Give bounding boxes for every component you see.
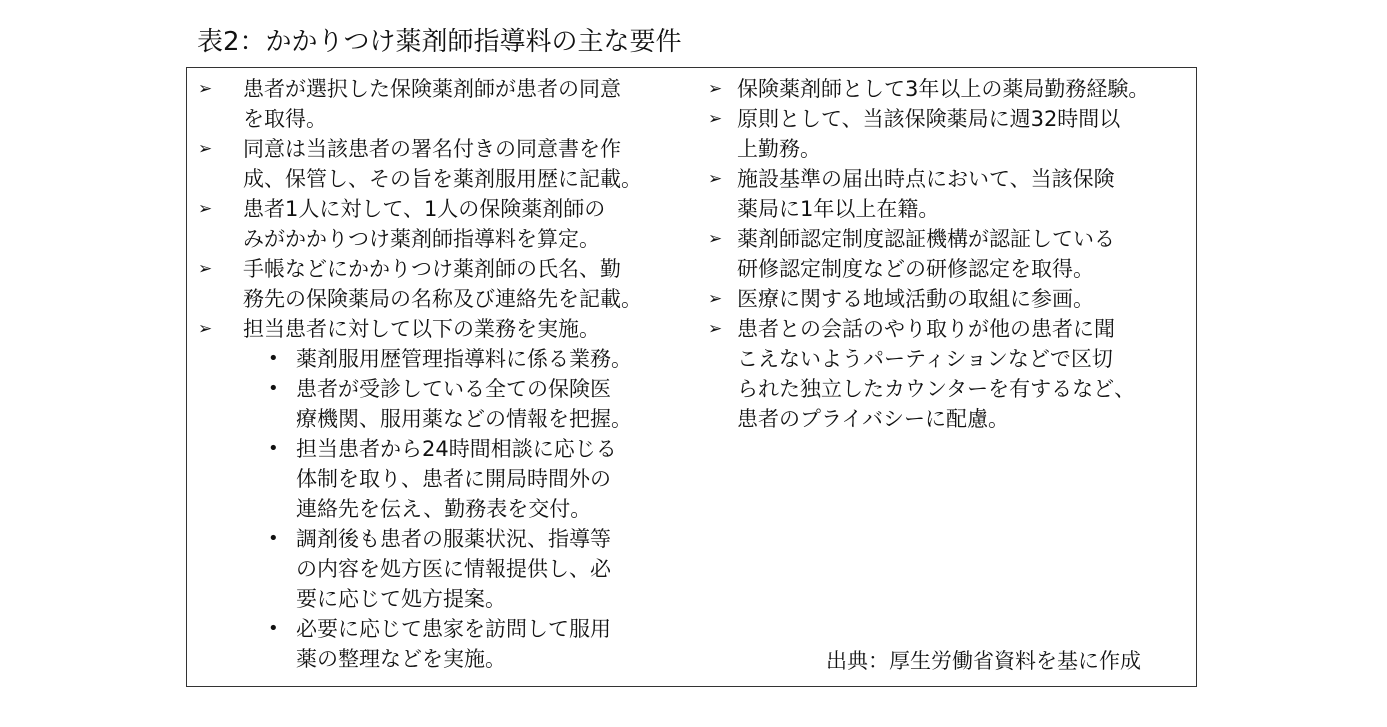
list-item [198,314,698,344]
list-item-text: 薬剤師認定制度認証機構が認証している [737,227,1115,251]
list-item-text: 患者が選択した保険薬剤師が患者の同意 [243,77,621,101]
arrow-bullet-icon: ➢ [198,199,213,219]
left-item-list [198,74,698,344]
list-item [708,74,1188,104]
arrow-bullet-icon: ➢ [198,259,213,279]
list-item-text: 施設基準の届出時点において、当該保険 [737,167,1115,191]
sub-list-item-text: 調剤後も患者の服薬状況、指導等 [296,527,611,551]
sub-list-item [198,524,698,614]
arrow-bullet-icon: ➢ [198,79,213,99]
sub-list-item-text: の内容を処方医に情報提供し、必 [296,557,611,581]
list-item-text: 医療に関する地域活動の取組に参画。 [737,287,1094,311]
list-item [708,314,1188,434]
list-item [198,194,698,254]
list-item [198,134,698,194]
list-item [708,224,1188,284]
list-item-text: 患者との会話のやり取りが他の患者に聞 [737,317,1115,341]
arrow-bullet-icon: ➢ [708,79,723,99]
sub-list-item-text: 必要に応じて患家を訪問して服用 [296,617,611,641]
dot-bullet-icon: • [268,438,279,459]
right-item-list [708,74,1188,434]
arrow-bullet-icon: ➢ [708,319,723,339]
left-column [198,74,698,674]
list-item-text: 務先の保険薬局の名称及び連絡先を記載。 [243,287,642,311]
arrow-bullet-icon: ➢ [708,289,723,309]
list-item-text: 保険薬剤師として3年以上の薬局勤務経験。 [737,77,1150,101]
list-item-text: 患者1人に対して、1人の保険薬剤師の [243,197,606,221]
sub-list-item [198,434,698,524]
list-item [708,284,1188,314]
sub-list-item-text: 薬の整理などを実施。 [296,647,506,671]
list-item-text: 原則として、当該保険薬局に週32時間以 [737,107,1121,131]
sub-list-item-text: 担当患者から24時間相談に応じる [296,437,617,461]
sub-list-item [198,374,698,434]
arrow-bullet-icon: ➢ [708,109,723,129]
dot-bullet-icon: • [268,528,279,549]
list-item-text: られた独立したカウンターを有するなど、 [737,377,1136,401]
list-item-text: 手帳などにかかりつけ薬剤師の氏名、勤 [243,257,621,281]
list-item [198,74,698,134]
table-title: 表2：かかりつけ薬剤師指導料の主な要件 [197,27,682,57]
arrow-bullet-icon: ➢ [198,319,213,339]
sub-list-item-text: 要に応じて処方提案。 [296,587,506,611]
sub-list-item [198,344,698,374]
list-item-text: こえないようパーティションなどで区切 [737,347,1113,371]
sub-item-list [198,344,698,674]
list-item-text: 担当患者に対して以下の業務を実施。 [243,317,600,341]
sub-list-item-text: 体制を取り、患者に開局時間外の [296,467,611,491]
list-item-text: みがかかりつけ薬剤師指導料を算定。 [243,227,600,251]
sub-list-item-text: 連絡先を伝え、勤務表を交付。 [296,497,592,521]
dot-bullet-icon: • [268,378,279,399]
list-item-text: 成、保管し、その旨を薬剤服用歴に記載。 [243,167,642,191]
list-item-text: を取得。 [243,107,327,131]
sub-list-item [198,614,698,674]
arrow-bullet-icon: ➢ [708,229,723,249]
list-item-text: 上勤務。 [737,137,821,161]
list-item [708,104,1188,164]
sub-list-item-text: 薬剤服用歴管理指導料に係る業務。 [296,347,632,371]
arrow-bullet-icon: ➢ [708,169,723,189]
list-item-text: 同意は当該患者の署名付きの同意書を作 [243,137,621,161]
sub-list-item-text: 療機関、服用薬などの情報を把握。 [296,407,632,431]
list-item-text: 薬局に1年以上在籍。 [737,197,940,221]
source-note: 出典：厚生労働省資料を基に作成 [826,649,1141,673]
list-item [708,164,1188,224]
list-item [198,254,698,314]
list-item-text: 患者のプライバシーに配慮。 [737,407,1009,431]
list-item-text: 研修認定制度などの研修認定を取得。 [737,257,1094,281]
sub-list-item-text: 患者が受診している全ての保険医 [296,377,611,401]
dot-bullet-icon: • [268,348,279,369]
dot-bullet-icon: • [268,618,279,639]
arrow-bullet-icon: ➢ [198,139,213,159]
right-column [708,74,1188,434]
